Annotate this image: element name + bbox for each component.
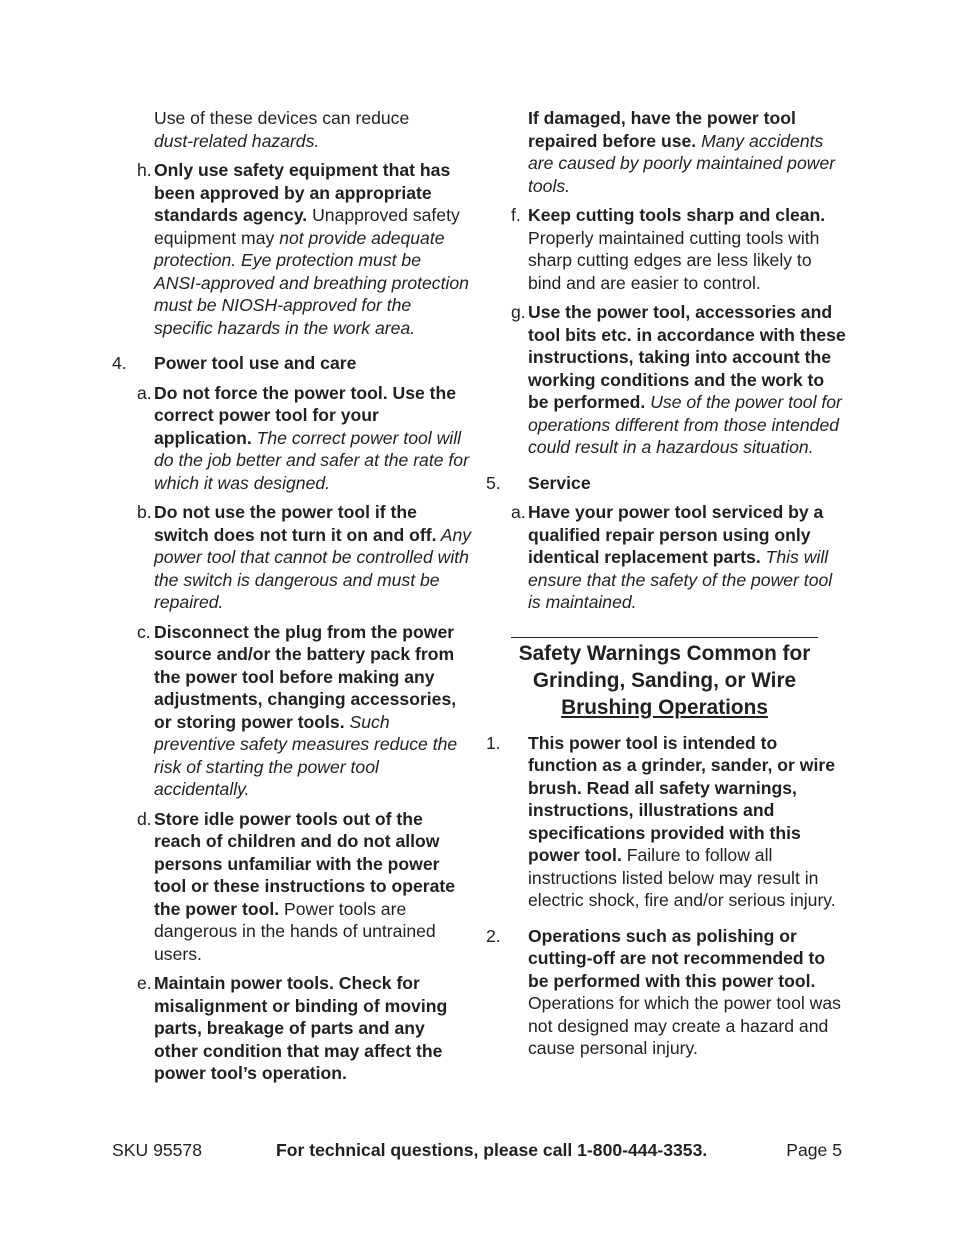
item-4e	[112, 972, 472, 1085]
item-4b	[112, 501, 472, 614]
item-4a-italic: The correct power tool will do the job better and safer at the rate for which it was designed.	[154, 427, 469, 493]
warning-1	[486, 732, 848, 912]
item-4d	[112, 808, 472, 966]
warning-2-number: 2.	[486, 925, 501, 946]
item-4b-bold: Do not use the power tool if the switch does not turn it on and off.	[154, 502, 437, 545]
section-4-heading	[112, 352, 472, 375]
item-4c	[112, 621, 472, 801]
item-4f-marker: f.	[511, 205, 521, 225]
section-heading-line-2: Grinding, Sanding, or Wire	[532, 668, 797, 692]
warning-2-text: Operations for which the power tool was not designed may create a hazard and cause personal injury.	[528, 993, 841, 1058]
item-h-marker: h.	[137, 160, 152, 180]
section-4-title: Power tool use and care	[154, 353, 357, 373]
item-5a-marker: a.	[511, 502, 526, 522]
item-5a-bold: Have your power tool serviced by a qualified repair person using only identical replacement parts.	[528, 502, 824, 567]
warning-2	[486, 925, 848, 1060]
right-column	[486, 107, 848, 1060]
item-4g-marker: g.	[511, 302, 526, 322]
item-h	[112, 159, 472, 339]
item-4b-italic: Any power tool that cannot be controlled with the switch is dangerous and must be repaired.	[154, 524, 472, 612]
intro-italic: dust-related hazards.	[154, 130, 320, 151]
left-column	[112, 107, 472, 1085]
item-4d-text: Power tools are dangerous in the hands of untrained users.	[154, 898, 436, 964]
footer-sku: SKU 95578	[112, 1140, 202, 1160]
item-4f-text: Properly maintained cutting tools with sharp cutting edges are less likely to bind and are easier to control.	[528, 227, 820, 293]
item-4e-cont-italic: Many accidents are caused by poorly maintained power tools.	[528, 130, 836, 196]
section-5-title: Service	[528, 472, 591, 493]
warning-1-number: 1.	[486, 732, 501, 753]
item-4a	[112, 382, 472, 495]
section-heading	[511, 637, 818, 721]
item-4b-marker: b.	[137, 502, 152, 522]
item-4c-italic: Such preventive safety measures reduce the risk of starting the power tool accidentally.	[154, 711, 458, 799]
section-heading-line-3: Brushing Operations	[561, 695, 768, 719]
item-h-italic: not provide adequate protection. Eye protection must be ANSI-approved and breathing protection must be NIOSH-approved for the specific hazards in the work area.	[154, 227, 469, 338]
item-4e-continuation	[486, 107, 848, 197]
item-4g-bold: Use the power tool, accessories and tool bits etc. in accordance with these instructions, taking into account the working conditions and the work to be performed.	[528, 302, 846, 412]
item-5a-italic: This will ensure that the safety of the power tool is maintained.	[528, 547, 833, 612]
item-4c-marker: c.	[137, 621, 151, 642]
section-4-number: 4.	[112, 353, 127, 373]
item-5a	[486, 501, 848, 614]
footer-technical-questions: For technical questions, please call 1-800-444-3353.	[276, 1140, 708, 1160]
item-4a-marker: a.	[137, 382, 152, 403]
section-heading-line-1: Safety Warnings Common for	[518, 641, 811, 665]
item-4e-marker: e.	[137, 973, 152, 993]
intro-text: Use of these devices can reduce	[154, 108, 410, 128]
warning-2-bold: Operations such as polishing or cutting-off are not recommended to be performed with this power tool.	[528, 925, 826, 991]
item-h-bold: Only use safety equipment that has been approved by an appropriate standards agency.	[154, 160, 451, 225]
item-4f-bold: Keep cutting tools sharp and clean.	[528, 205, 826, 225]
item-4g	[486, 301, 848, 459]
intro-continuation	[112, 107, 472, 152]
section-5-number: 5.	[486, 472, 501, 493]
item-4c-bold: Disconnect the plug from the power source and/or the battery pack from the power tool before making any adjustments, changing accessories, or storing power tools.	[154, 621, 457, 732]
item-4a-bold: Do not force the power tool. Use the correct power tool for your application.	[154, 382, 457, 448]
item-4g-italic: Use of the power tool for operations different from those intended could result in a hazardous situation.	[528, 392, 842, 457]
item-4d-bold: Store idle power tools out of the reach of children and do not allow persons unfamiliar with the power tool or these instructions to operate the power tool.	[154, 808, 456, 919]
footer-page-number: Page 5	[786, 1140, 842, 1160]
item-4d-marker: d.	[137, 808, 152, 829]
warning-1-text: Failure to follow all instructions listed below may result in electric shock, fire and/or serious injury.	[528, 845, 836, 910]
item-4e-cont-bold: If damaged, have the power tool repaired before use.	[528, 108, 796, 151]
item-4f	[486, 204, 848, 294]
item-h-text: Unapproved safety equipment may	[154, 205, 460, 248]
section-5-heading	[486, 472, 848, 495]
item-4e-bold: Maintain power tools. Check for misalignment or binding of moving parts, breakage of parts and any other condition that may affect the power tool’s operation.	[154, 973, 448, 1083]
warning-1-bold: This power tool is intended to function as a grinder, sander, or wire brush. Read all safety warnings, instructions, illustrations and specifications provided with this power tool.	[528, 732, 835, 865]
